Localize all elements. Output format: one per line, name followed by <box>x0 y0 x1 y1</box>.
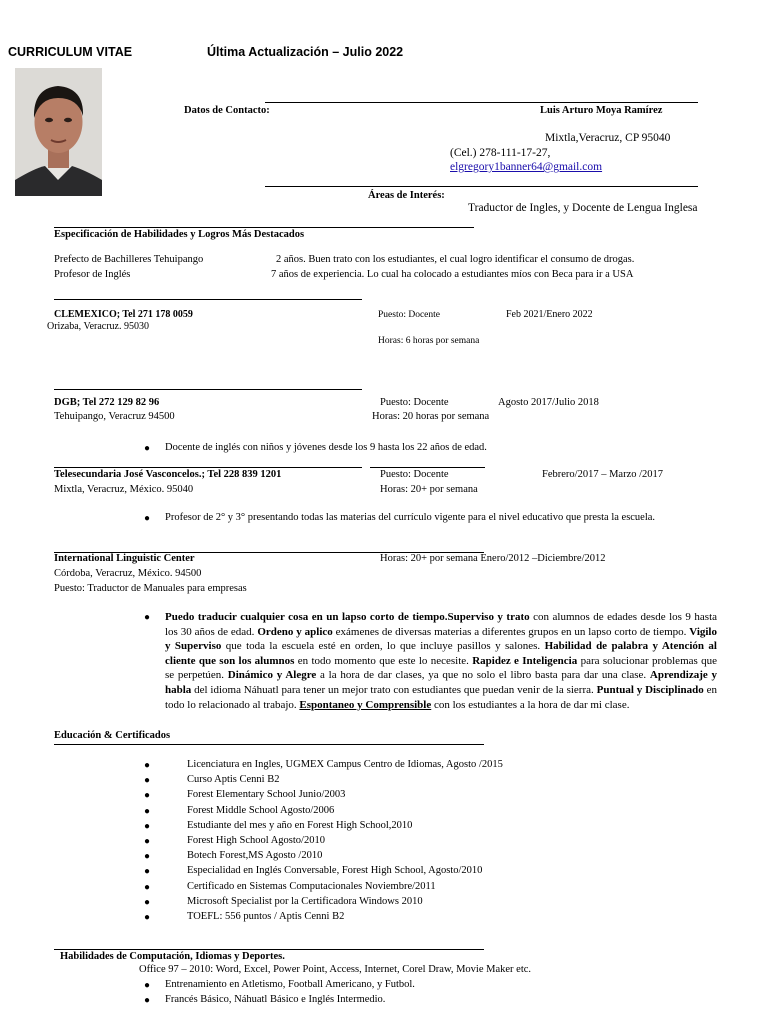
divider <box>265 186 698 187</box>
summary-text-run: en todo lo relacionado al trabajo. <box>165 683 717 711</box>
job-company: Telesecundaria José Vasconcelos.; Tel 228 839 1201 <box>54 469 282 480</box>
education-item: Especialidad en Inglés Conversable, Forest High School, Agosto/2010 <box>187 865 483 877</box>
summary-text-run: a la hora de dar clases, ya que no solo el libro basta para dar una clase. <box>316 669 650 682</box>
computing-office: Office 97 – 2010: Word, Excel, Power Point, Access, Internet, Corel Draw, Movie Maker etc. <box>139 964 532 975</box>
bullet-icon: ● <box>144 513 151 524</box>
education-heading: Educación & Certificados <box>54 730 171 741</box>
profile-photo <box>15 68 102 196</box>
summary-text-run: con alumnos de edades desde los 9 hasta los 30 años de edad. <box>165 611 718 638</box>
contact-name: Luis Arturo Moya Ramírez <box>540 105 663 116</box>
job-position: Puesto: Docente <box>378 310 441 320</box>
last-updated: Última Actualización – Julio 2022 <box>207 45 404 59</box>
skills-heading: Especificación de Habilidades y Logros Más Destacados <box>54 229 305 240</box>
divider <box>54 227 474 228</box>
summary-text-run: para solucionar problemas que se perpetúen. <box>165 654 717 682</box>
bullet-icon: ● <box>144 881 151 893</box>
bullet-icon: ● <box>144 760 151 771</box>
job-location: Córdoba, Veracruz, México. 94500 <box>54 568 202 579</box>
bullet-icon: ● <box>144 980 151 991</box>
bullet-icon: ● <box>144 775 151 787</box>
document-title: CURRICULUM VITAE <box>8 45 133 59</box>
bullet-icon: ● <box>144 896 151 908</box>
bullet-icon: ● <box>144 820 151 832</box>
bullet-icon: ● <box>144 912 151 923</box>
bullet-icon: ● <box>144 836 151 847</box>
skill-detail: 2 años. Buen trato con los estudiantes, el cual logro identificar el consumo de drogas. <box>276 254 635 265</box>
summary-bold-run: Espontaneo y Comprensible <box>299 698 432 711</box>
bullet-icon: ● <box>144 805 151 817</box>
summary-bold-run: Dinámico y Alegre <box>227 669 317 682</box>
job-hours: Horas: 20+ por semana <box>380 484 478 495</box>
skill-detail: 7 años de experiencia. Lo cual ha colocado a estudiantes míos con Beca para ir a USA <box>271 269 634 280</box>
education-item: Certificado en Sistemas Computacionales Noviembre/2011 <box>187 880 436 892</box>
summary-bold-run: Vigilo y Superviso <box>165 625 717 653</box>
divider <box>54 467 362 468</box>
job-hours-dates: Horas: 20+ por semana Enero/2012 –Diciembre/2012 <box>380 553 606 564</box>
summary-bold-run: Rapidez e Inteligencia <box>472 654 578 667</box>
divider <box>54 949 484 950</box>
education-item: Microsoft Specialist por la Certificadora Windows 2010 <box>187 895 423 907</box>
job-bullet-text: Docente de inglés con niños y jóvenes desde los 9 hasta los 22 años de edad. <box>165 442 487 453</box>
bullet-icon: ● <box>144 851 151 863</box>
job-bullet-text: Profesor de 2° y 3° presentando todas las materias del currículo vigente para el nivel educativo que presta la escuela. <box>165 512 656 523</box>
summary-bold-run: Puedo traducir cualquier cosa en un lapso corto de tiempo. <box>165 611 448 623</box>
summary-bold-run: Puntual y Disciplinado <box>596 683 704 696</box>
education-item: Forest High School Agosto/2010 <box>187 835 325 846</box>
divider <box>54 389 362 390</box>
job-position: Puesto: Traductor de Manuales para empresas <box>54 583 247 594</box>
computing-item: Francés Básico, Náhuatl Básico e Inglés Intermedio. <box>165 994 386 1005</box>
job-dates: Febrero/2017 – Marzo /2017 <box>542 469 664 480</box>
job-position: Puesto: Docente <box>380 397 449 408</box>
skill-role: Profesor de Inglés <box>54 269 131 280</box>
bullet-icon: ● <box>144 866 151 878</box>
divider <box>370 467 485 468</box>
summary-text-run: que toda la escuela esté en orden, lo que incluye pasillos y salones. <box>221 640 545 653</box>
education-item: Licenciatura en Ingles, UGMEX Campus Centro de Idiomas, Agosto /2015 <box>187 759 503 770</box>
summary-bold-run: Aprendizaje y habla <box>165 669 718 696</box>
bullet-icon: ● <box>144 612 151 623</box>
computing-item: Entrenamiento en Atletismo, Football Americano, y Futbol. <box>165 979 415 990</box>
job-position: Puesto: Docente <box>380 469 449 480</box>
summary-bold-run: Habilidad de palabra y Atención al cliente que son los alumnos <box>165 640 717 667</box>
education-item: Forest Elementary School Junio/2003 <box>187 789 346 801</box>
computing-heading: Habilidades de Computación, Idiomas y Deportes. <box>60 951 285 962</box>
summary-paragraph <box>165 610 717 712</box>
job-location: Tehuipango, Veracruz 94500 <box>54 411 175 422</box>
job-hours: Horas: 6 horas por semana <box>378 336 480 346</box>
job-company: International Linguistic Center <box>54 553 195 564</box>
education-item: Curso Aptis Cenni B2 <box>187 774 280 786</box>
summary-text-run: del idioma Náhuatl para tener un mejor trato con estudiantes que puedan venir de la sierra. <box>191 683 597 696</box>
skill-role: Prefecto de Bachilleres Tehuipango <box>54 254 204 265</box>
bullet-icon: ● <box>144 443 151 454</box>
job-company: DGB; Tel 272 129 82 96 <box>54 397 160 408</box>
contact-label: Datos de Contacto: <box>184 105 270 116</box>
education-item: TOEFL: 556 puntos / Aptis Cenni B2 <box>187 911 345 922</box>
summary-bold-run: Ordeno y aplico <box>257 625 333 638</box>
job-dates: Agosto 2017/Julio 2018 <box>498 397 599 408</box>
divider <box>265 102 698 103</box>
summary-bold-run: Superviso y trato <box>447 611 530 623</box>
education-item: Forest Middle School Agosto/2006 <box>187 804 335 816</box>
job-location: Mixtla, Veracruz, México. 95040 <box>54 484 194 495</box>
job-company: CLEMEXICO; Tel 271 178 0059 <box>54 309 193 320</box>
job-dates: Feb 2021/Enero 2022 <box>506 309 593 320</box>
job-location: Orizaba, Veracruz. 95030 <box>47 321 149 332</box>
contact-email-link[interactable]: elgregory1banner64@gmail.com <box>450 161 603 173</box>
interests-label: Áreas de Interés: <box>368 190 445 201</box>
summary-text-run: con los estudiantes a la hora de dar mi clase. <box>431 698 630 711</box>
bullet-icon: ● <box>144 995 151 1006</box>
divider <box>54 299 362 300</box>
summary-text-run: exámenes de diversas materias a diferentes grupos en un lapso corto de tiempo. <box>332 625 690 638</box>
interests-value: Traductor de Ingles, y Docente de Lengua Inglesa <box>468 202 698 214</box>
bullet-icon: ● <box>144 790 151 802</box>
education-item: Estudiante del mes y año en Forest High School,2010 <box>187 819 413 831</box>
job-hours: Horas: 20 horas por semana <box>372 411 490 422</box>
contact-phone: (Cel.) 278-111-17-27, <box>450 147 551 159</box>
summary-text-run: en todo momento que este lo necesite. <box>294 654 473 667</box>
contact-address: Mixtla,Veracruz, CP 95040 <box>545 132 671 144</box>
divider <box>54 744 484 745</box>
education-item: Botech Forest,MS Agosto /2010 <box>187 850 323 862</box>
